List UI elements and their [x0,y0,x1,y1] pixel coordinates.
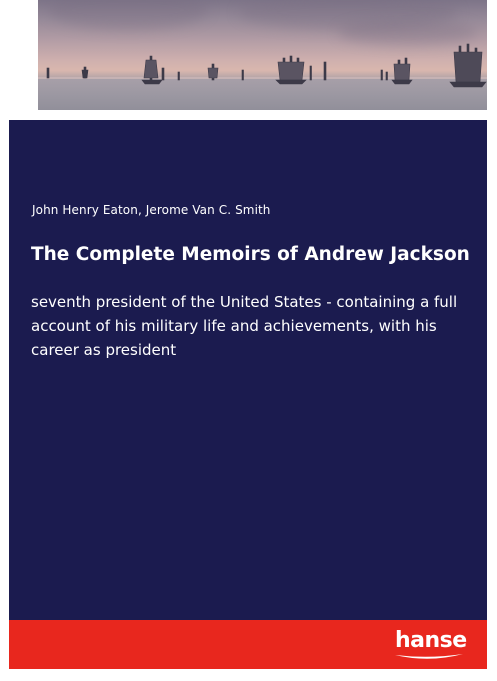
book-title: The Complete Memoirs of Andrew Jackson [31,244,470,265]
book-authors: John Henry Eaton, Jerome Van C. Smith [32,203,271,217]
book-subtitle: seventh president of the United States - containing a full account of his military life and achievements, with his career as president [31,293,458,359]
logo-swoosh-icon [393,652,465,662]
publisher-logo: hanse [395,628,467,653]
cover-panel [9,120,487,620]
ship-silhouettes [38,0,487,110]
cover-photo-tall-ships [38,0,487,110]
